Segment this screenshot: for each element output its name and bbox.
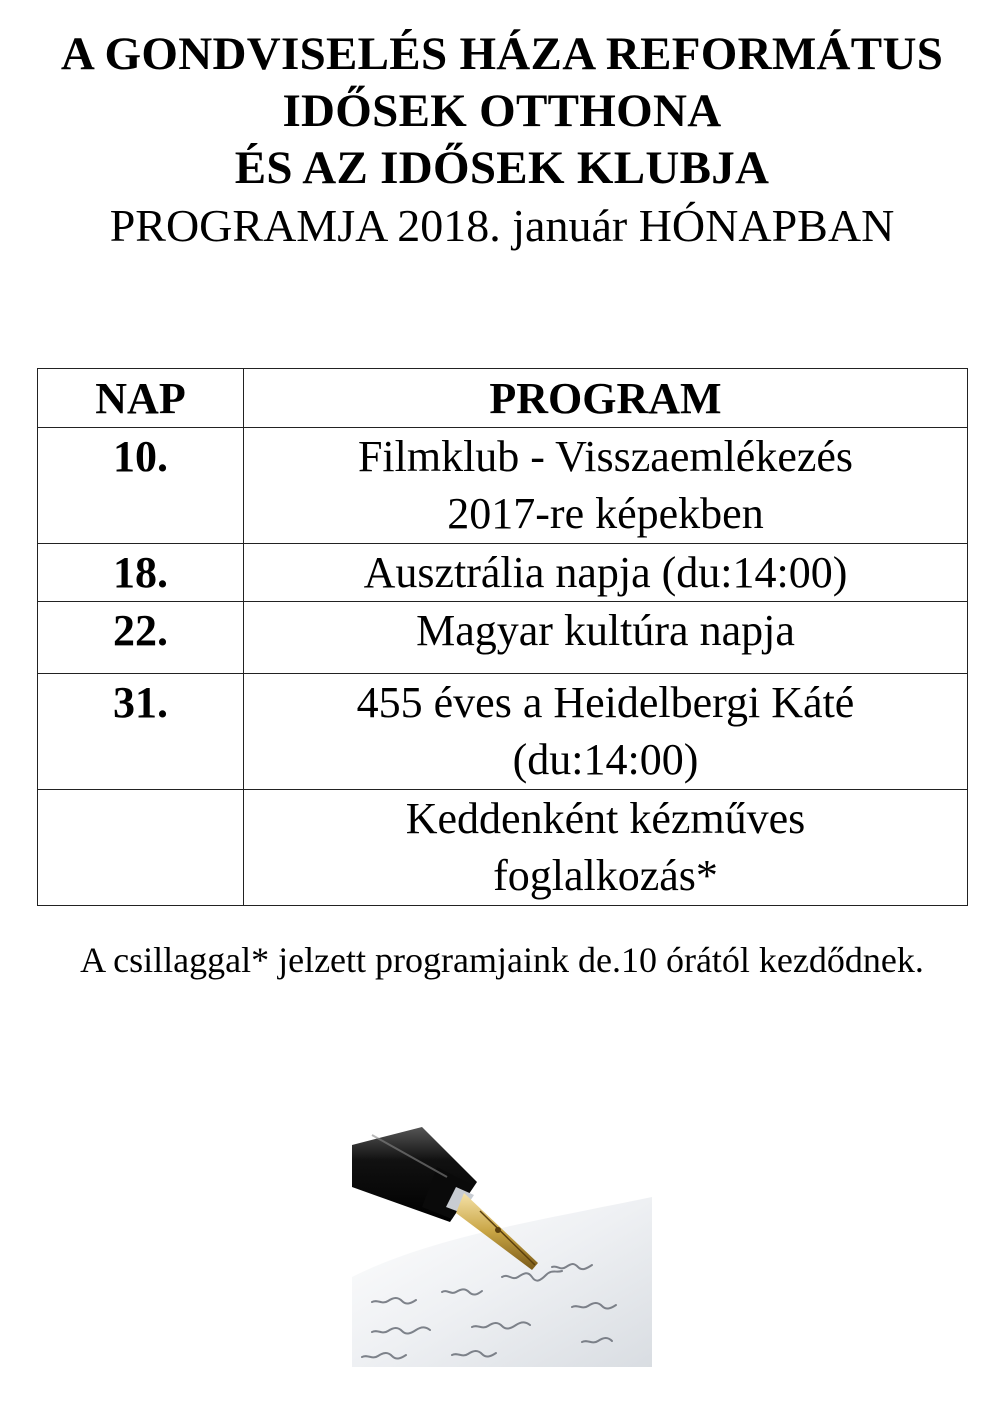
column-header-day: NAP — [38, 369, 244, 428]
column-header-program: PROGRAM — [244, 369, 968, 428]
table-row — [38, 544, 968, 602]
program-cell — [244, 544, 968, 602]
table-header-row — [38, 369, 968, 428]
program-cell — [244, 602, 968, 674]
fountain-pen-icon — [352, 1127, 652, 1367]
day-cell — [38, 790, 244, 906]
program-cell — [244, 790, 968, 906]
day-cell: 22. — [38, 602, 244, 674]
table-row — [38, 602, 968, 674]
program-text: Keddenként kézműves — [405, 794, 806, 843]
program-cell — [244, 674, 968, 790]
page-subtitle: PROGRAMJA 2018. január HÓNAPBAN — [109, 200, 895, 251]
footnote: A csillaggal* jelzett programjaink de.10 órától kezdődnek. — [80, 940, 924, 980]
page-header — [0, 26, 1004, 255]
program-text: (du:14:00) — [512, 735, 699, 784]
title-line-2: IDŐSEK OTTHONA — [282, 85, 722, 137]
program-cell — [244, 428, 968, 544]
table-row — [38, 428, 968, 544]
day-cell: 10. — [38, 428, 244, 544]
program-text: Magyar kultúra napja — [416, 606, 795, 655]
program-text: foglalkozás* — [493, 851, 718, 900]
program-text: 2017-re képekben — [447, 489, 764, 538]
title-line-3: ÉS AZ IDŐSEK KLUBJA — [234, 142, 770, 194]
program-table — [37, 368, 968, 906]
program-text: Filmklub - Visszaemlékezés — [357, 432, 854, 481]
table-row — [38, 790, 968, 906]
day-cell: 18. — [38, 544, 244, 602]
title-line-1: A GONDVISELÉS HÁZA REFORMÁTUS — [60, 28, 944, 80]
program-text: Ausztrália napja (du:14:00) — [363, 548, 848, 597]
table-row — [38, 674, 968, 790]
day-cell: 31. — [38, 674, 244, 790]
program-text: 455 éves a Heidelbergi Káté — [356, 678, 855, 727]
